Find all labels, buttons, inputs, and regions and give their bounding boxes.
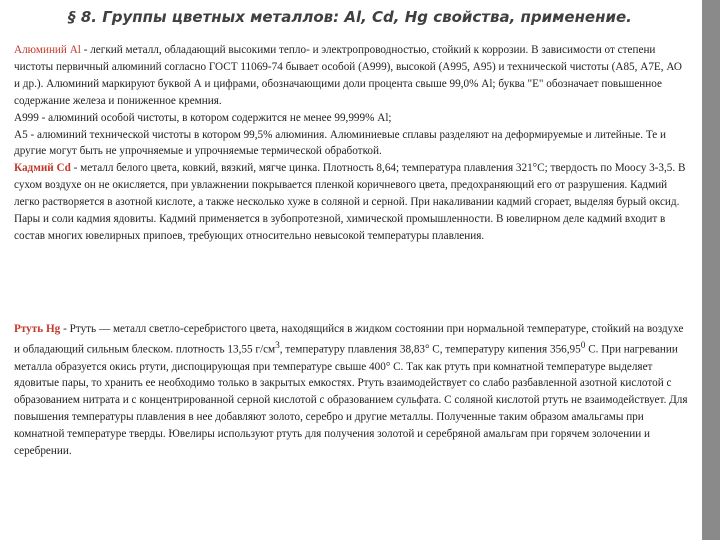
cadmium-term: Кадмий Cd bbox=[14, 162, 71, 175]
a5-paragraph: А5 - алюминий технической чистоты в котором 99,5% алюминия. Алюминиевые сплавы разделяют на деформируемые и литейные. Те и другие могут быть не упрочняемые и упрочняемые термической обработкой. bbox=[14, 128, 667, 158]
mercury-paragraph bbox=[14, 321, 690, 460]
mercury-sup-cubic: 3 bbox=[275, 340, 280, 351]
aluminum-term: Алюминий Al bbox=[14, 44, 81, 56]
aluminum-description: - легкий металл, обладающий высокими тепло- и электропроводностью, стойкий к коррозии. В зависимости от степени чистоты первичный алюминий согласно ГОСТ 11069-74 бывает особой (А999), высокой (А995, А95) и технической чистоты (А85, А7Е, АО и др.). Алюминий маркируют буквой А и цифрами, обозначающими доли процента свыше 99,0% Al; буква "Е" обозначает повышенное содержание железа и пониженное кремния. bbox=[14, 44, 682, 107]
mercury-text-1: Ртуть — металл светло-серебристого цвета, находящийся в жидком состоянии при нормальной температуре, стойкий на воздухе и обладающий сильным блеском. плотность 13,55 г/см bbox=[14, 323, 684, 356]
mercury-text-2: , температуру плавления 38,83° С, температуру кипения 356,95 bbox=[279, 343, 581, 356]
slide-side-bar bbox=[702, 0, 720, 540]
mercury-block bbox=[14, 321, 690, 460]
a999-paragraph: А999 - алюминий особой чистоты, в котором содержится не менее 99,999% Al; bbox=[14, 111, 392, 124]
slide-title: § 8. Группы цветных металлов: Al, Cd, Hg свойства, применение. bbox=[68, 8, 632, 26]
aluminum-cadmium-block bbox=[14, 42, 690, 245]
cadmium-paragraph bbox=[14, 160, 690, 245]
mercury-term: Ртуть Hg bbox=[14, 323, 61, 335]
mercury-sup-degree: 0 bbox=[580, 340, 586, 351]
aluminum-paragraph bbox=[14, 42, 690, 110]
mercury-dash: - bbox=[60, 323, 70, 335]
mercury-text-3: С. При нагревании металла образуется окись ртути, диспоцирующая при температуре свыше 400° С. Так как ртуть при комнатной температуре выделяет ядовитые пары, то хранить ее необходимо только в закрытых емкостях. Ртуть взаимодействует со слабо разбавленной азотной кислотой с образованием нитрата и с концентрированной серной кислотой с образованием сульфата. С соляной кислотой ртуть не взаимодействует. Для повышения температуры плавления в нее добавляют золото, серебро и другие металлы. Полученные таким образом амальгамы при комнатной температуре тверды. Ювелиры используют ртуть для получения золотой и серебряной амальгам при горячем золочении и серебрении. bbox=[14, 343, 688, 458]
cadmium-description: - металл белого цвета, ковкий, вязкий, мягче цинка. Плотность 8,64; температура плавления 321°С; твердость по Моосу 3-3,5. В сухом воздухе он не окисляется, при увлажнении покрывается пленкой коричневого цвета, предохраняющий его от разрушения. Кадмий легко растворяется в азотной кислоте, а также несколько хуже в соляной и серной. При накаливании кадмий сгорает, выделяя бурый оксид. Пары и соли кадмия ядовиты. Кадмий применяется в зубопротезной, химической промышленности. В ювелирном деле кадмий входит в состав многих ювелирных припоев, требующих относительно невысокой температуры плавления. bbox=[14, 162, 686, 242]
